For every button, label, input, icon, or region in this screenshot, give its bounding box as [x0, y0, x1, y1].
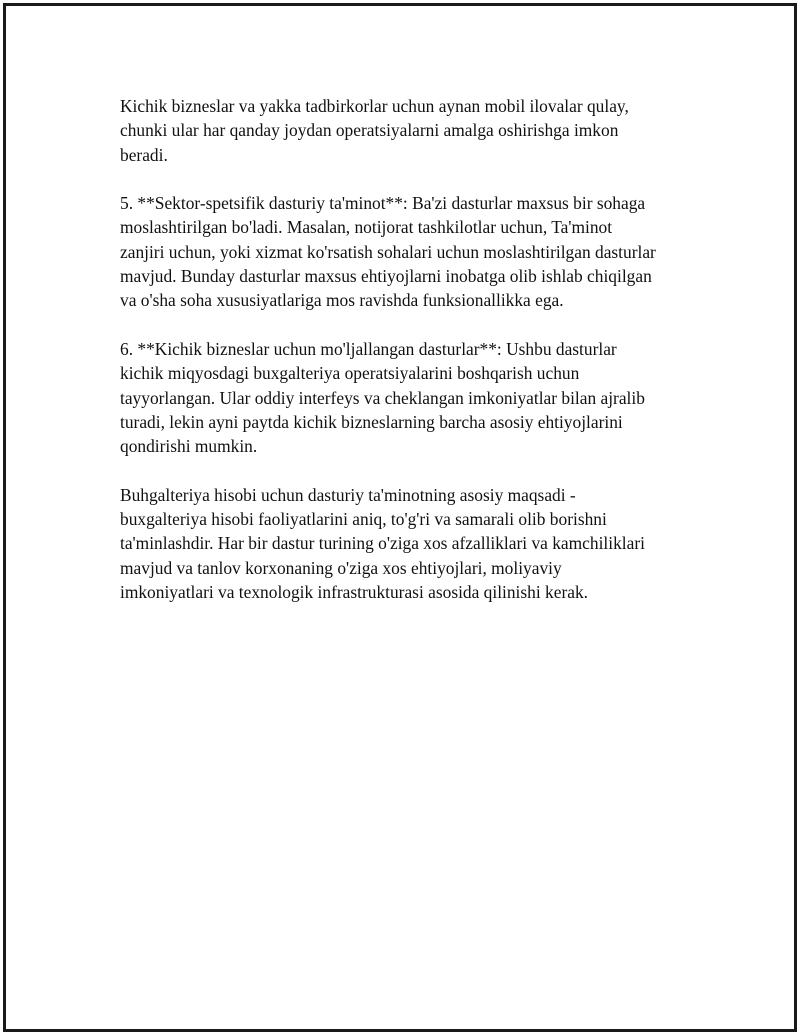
paragraph-conclusion: Buhgalteriya hisobi uchun dasturiy ta'minotning asosiy maqsadi - buxgalteriya hisobi faoliyatlarini aniq, to'g'ri va samarali olib borishni ta'minlashdir. Har bir dastur turining o'ziga xos afzalliklari va kamchiliklari mavjud va tanlov korxonaning o'ziga xos ehtiyojlari, moliyaviy imkoniyatlari va texnologik infrastrukturasi asosida qilinishi kerak. [120, 484, 645, 602]
paragraph-sector-specific-software: 5. **Sektor-spetsifik dasturiy ta'minot**: Ba'zi dasturlar maxsus bir sohaga moslashtirilgan bo'ladi. Masalan, notijorat tashkilotlar uchun, Ta'minot zanjiri uchun, yoki xizmat ko'rsatish sohalari uchun moslashtirilgan dasturlar mavjud. Bunday dasturlar maxsus ehtiyojlarni inobatga olib ishlab chiqilgan va o'sha soha xususiyatlariga mos ravishda funksionallikka ega. [120, 193, 656, 311]
document-body [120, 94, 700, 604]
page-frame [3, 3, 797, 1032]
paragraph-small-business-software: 6. **Kichik bizneslar uchun mo'ljallangan dasturlar**: Ushbu dasturlar kichik miqyosdagi buxgalteriya operatsiyalarini boshqarish uchun tayyorlangan. Ular oddiy interfeys va cheklangan imkoniyatlar bilan ajralib turadi, lekin ayni paytda kichik bizneslarning barcha asosiy ehtiyojlarini qondirishi mumkin. [120, 338, 645, 457]
paragraph-mobile-apps: Kichik bizneslar va yakka tadbirkorlar uchun aynan mobil ilovalar qulay, chunki ular har qanday joydan operatsiyalarni amalga oshirishga imkon beradi. [120, 96, 629, 165]
